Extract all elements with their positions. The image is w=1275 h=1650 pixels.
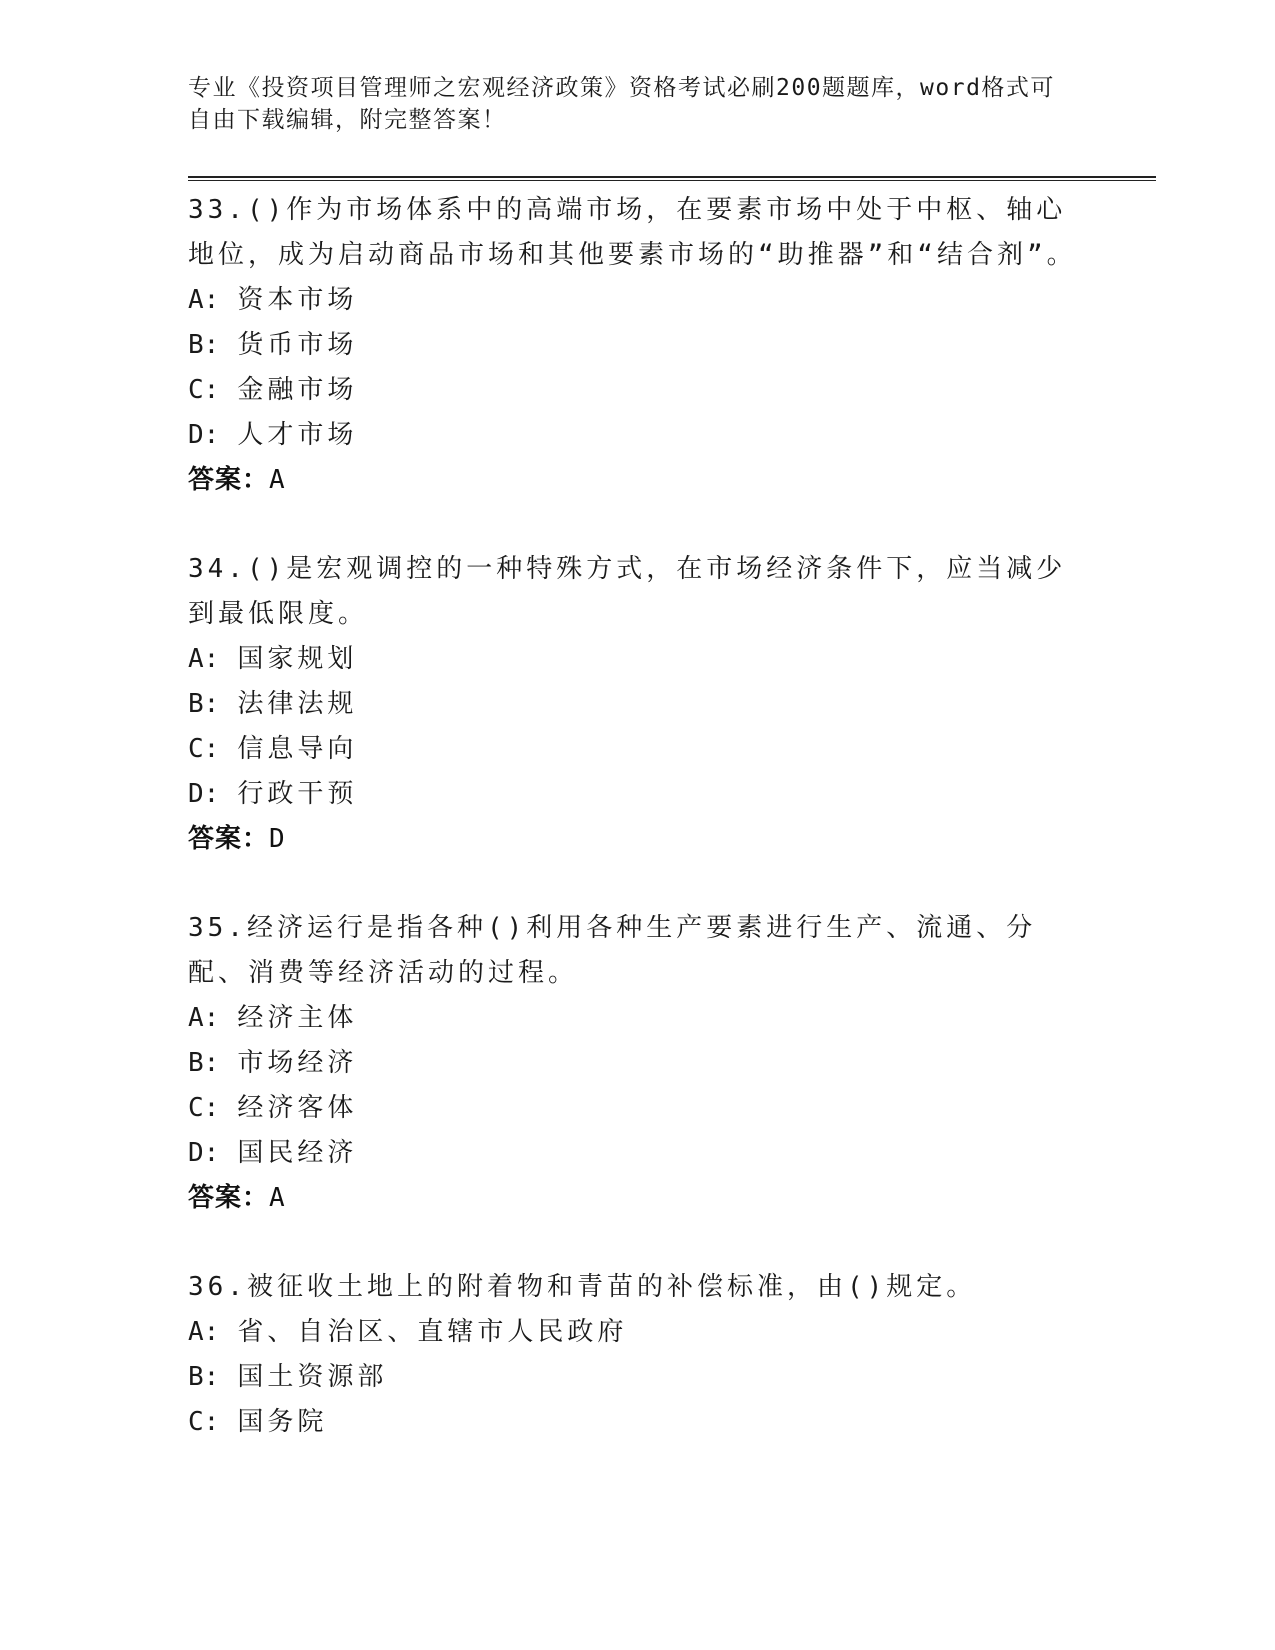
option-key: A: (188, 285, 220, 315)
option-c (188, 727, 1088, 772)
option-key: D: (188, 1138, 220, 1168)
question-stem: 33.()作为市场体系中的高端市场，在要素市场中处于中枢、轴心地位，成为启动商品市场和其他要素市场的“助推器”和“结合剂”。 (188, 195, 1077, 270)
option-key: A: (188, 644, 220, 674)
question-item (188, 188, 1088, 503)
option-key: B: (188, 330, 220, 360)
option-a (188, 996, 1088, 1041)
question-item (188, 547, 1088, 862)
option-a (188, 637, 1088, 682)
answer-line (188, 817, 1088, 862)
option-a (188, 1310, 1088, 1355)
question-list (188, 188, 1088, 1489)
answer-value: A (269, 465, 286, 495)
answer-label: 答案： (188, 465, 270, 495)
document-header-title: 专业《投资项目管理师之宏观经济政策》资格考试必刷200题题库，word格式可自由下载编辑，附完整答案！ (188, 75, 1055, 133)
question-stem: 35.经济运行是指各种()利用各种生产要素进行生产、流通、分配、消费等经济活动的过程。 (188, 913, 1037, 988)
option-text: 国务院 (237, 1407, 328, 1437)
option-d (188, 772, 1088, 817)
option-c (188, 368, 1088, 413)
option-d (188, 1131, 1088, 1176)
question-item (188, 1265, 1088, 1445)
option-key: D: (188, 779, 220, 809)
option-b (188, 1041, 1088, 1086)
header-divider (188, 176, 1156, 181)
option-text: 经济主体 (237, 1003, 358, 1033)
option-text: 行政干预 (237, 779, 358, 809)
option-text: 法律法规 (237, 689, 358, 719)
option-d (188, 413, 1088, 458)
option-text: 信息导向 (237, 734, 358, 764)
option-key: B: (188, 1362, 220, 1392)
option-text: 资本市场 (237, 285, 358, 315)
option-key: A: (188, 1003, 220, 1033)
option-c (188, 1400, 1088, 1445)
option-text: 省、自治区、直辖市人民政府 (237, 1317, 628, 1347)
answer-line (188, 458, 1088, 503)
option-key: C: (188, 375, 220, 405)
answer-label: 答案： (188, 1183, 270, 1213)
option-c (188, 1086, 1088, 1131)
option-text: 国土资源部 (237, 1362, 388, 1392)
answer-value: D (269, 824, 286, 854)
question-item (188, 906, 1088, 1221)
answer-label: 答案： (188, 824, 270, 854)
option-text: 国民经济 (237, 1138, 358, 1168)
option-text: 人才市场 (237, 420, 358, 450)
question-stem: 36.被征收土地上的附着物和青苗的补偿标准，由()规定。 (188, 1272, 977, 1302)
answer-value: A (269, 1183, 286, 1213)
option-text: 市场经济 (237, 1048, 358, 1078)
option-key: B: (188, 689, 220, 719)
option-text: 货币市场 (237, 330, 358, 360)
option-text: 国家规划 (237, 644, 358, 674)
option-a (188, 278, 1088, 323)
option-text: 经济客体 (237, 1093, 358, 1123)
option-key: C: (188, 1407, 220, 1437)
option-key: A: (188, 1317, 220, 1347)
option-b (188, 323, 1088, 368)
option-key: C: (188, 1093, 220, 1123)
question-stem: 34.()是宏观调控的一种特殊方式，在市场经济条件下，应当减少到最低限度。 (188, 554, 1067, 629)
option-b (188, 682, 1088, 727)
option-b (188, 1355, 1088, 1400)
option-text: 金融市场 (237, 375, 358, 405)
answer-line (188, 1176, 1088, 1221)
option-key: D: (188, 420, 220, 450)
option-key: C: (188, 734, 220, 764)
option-key: B: (188, 1048, 220, 1078)
